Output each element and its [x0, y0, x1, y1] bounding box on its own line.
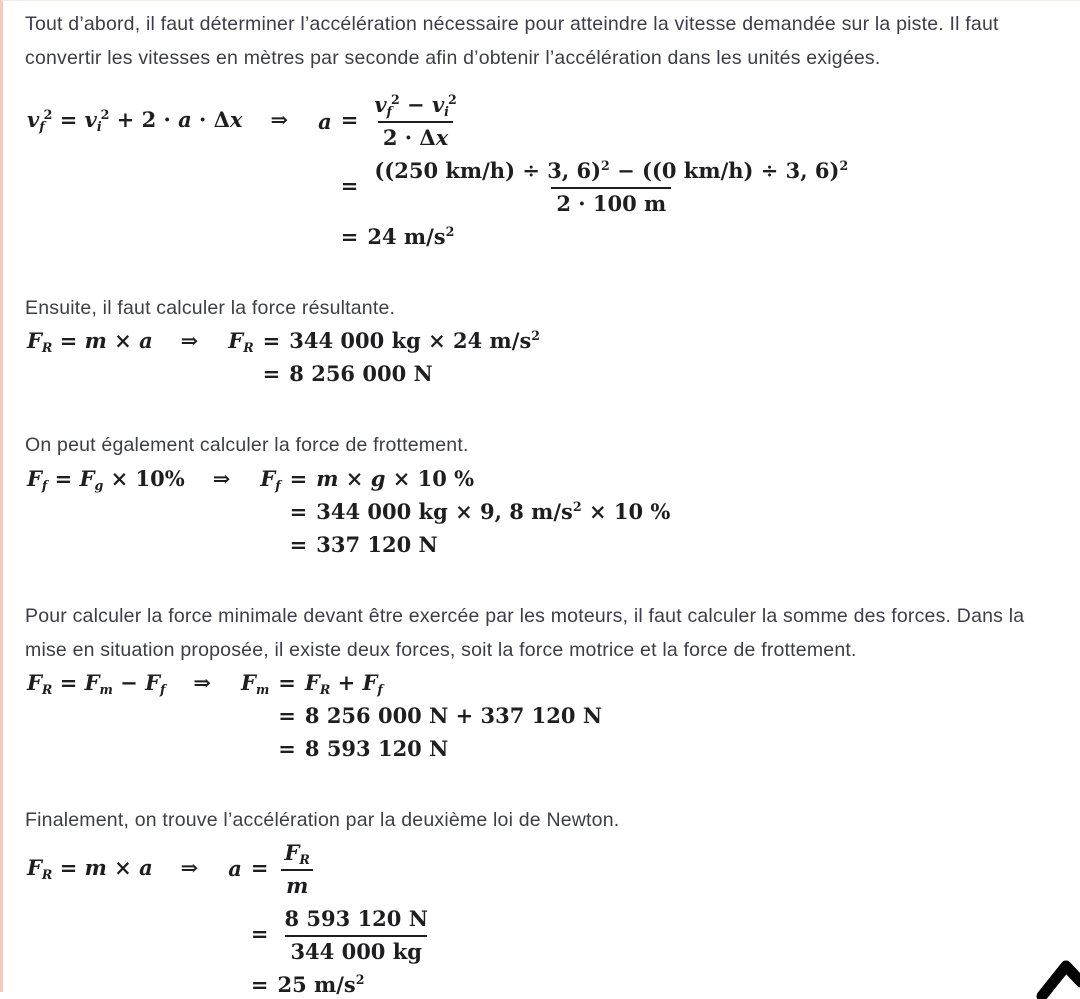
math-text: × 10 % — [582, 499, 671, 524]
math-text: × 10 % — [385, 466, 474, 491]
equation-line — [263, 327, 540, 355]
subscript: g — [94, 477, 103, 492]
superscript: 2 — [573, 499, 582, 514]
implies-arrow-icon: ⇒ — [181, 327, 199, 355]
paragraph-intro-paragraph: Tout d’abord, il faut déterminer l’accélération nécessaire pour atteindre la vitesse demandée sur la piste. Il faut convertir les vitesses en mètres par seconde afin d’obtenir l’accélération dans les unités exigées. — [25, 7, 1050, 75]
equals-sign: = — [278, 703, 296, 728]
equation-head — [228, 855, 242, 883]
math-text: = — [47, 466, 79, 491]
subscript: f — [160, 682, 165, 697]
equals-sign: = — [251, 972, 269, 997]
subscript: i — [444, 104, 449, 119]
equation-lhs — [27, 327, 153, 355]
implies-arrow-icon: ⇒ — [193, 669, 211, 697]
math-variable: a — [318, 109, 332, 134]
math-text: 2 · Δ — [383, 125, 436, 150]
math-text: 344 000 kg × 24 m/s — [289, 328, 531, 353]
math-variable: F — [241, 670, 256, 695]
equals-sign: = — [251, 921, 269, 946]
equation-line — [278, 702, 602, 730]
math-text: 344 000 kg — [290, 939, 422, 964]
superscript: 2 — [601, 158, 610, 173]
superscript: 2 — [356, 972, 365, 987]
math-text: × 10% — [103, 466, 184, 491]
math-text: = — [52, 855, 84, 880]
fraction-numerator — [280, 839, 315, 869]
equals-sign: = — [341, 107, 359, 132]
math-variable: F — [228, 328, 243, 353]
implies-arrow-icon: ⇒ — [271, 106, 289, 134]
superscript: 2 — [446, 224, 455, 239]
paragraph-sum-of-forces-paragraph: Pour calculer la force minimale devant être exercée par les moteurs, il faut calculer la somme des forces. Dans la mise en situation proposée, il existe deux forces, soit la force motrice et la force de frottement. — [25, 599, 1050, 667]
math-text: = — [52, 670, 84, 695]
subscript: R — [42, 682, 52, 697]
equals-sign: = — [341, 173, 359, 198]
math-variable: v — [374, 92, 386, 117]
fraction-numerator — [280, 905, 433, 935]
fraction-numerator — [369, 157, 853, 187]
equals-sign: = — [278, 670, 296, 695]
subscript: m — [256, 682, 269, 697]
math-variable: a — [228, 856, 242, 881]
equation-rhs — [228, 327, 540, 388]
math-variable: F — [363, 670, 378, 695]
equation-lhs — [27, 669, 165, 697]
implies-arrow-icon: ⇒ — [213, 465, 231, 493]
equation-lhs — [27, 465, 185, 493]
equals-sign: = — [278, 736, 296, 761]
math-text: × — [107, 328, 139, 353]
math-text: + 2 · — [109, 107, 178, 132]
math-text: 337 120 N — [316, 532, 438, 557]
equation-block-friction-force — [27, 465, 1050, 559]
subscript: R — [320, 682, 330, 697]
subscript: R — [42, 867, 52, 882]
equation-line — [341, 157, 855, 218]
paragraph-friction-force-paragraph: On peut également calculer la force de frottement. — [25, 428, 1050, 462]
equation-lhs — [27, 854, 153, 882]
math-variable: v — [432, 92, 444, 117]
math-variable: F — [27, 328, 42, 353]
math-variable: a — [178, 107, 192, 132]
math-variable: F — [27, 466, 42, 491]
math-variable: F — [27, 670, 42, 695]
equation-line — [290, 498, 671, 526]
superscript: 2 — [391, 92, 400, 107]
equation-block-resultant-force — [27, 327, 1050, 388]
equation-rhs — [318, 91, 855, 251]
math-text: 24 m/s — [367, 224, 445, 249]
math-variable: F — [285, 840, 300, 865]
math-text: 8 256 000 N — [289, 361, 432, 386]
math-variable: F — [305, 670, 320, 695]
implies-arrow-icon: ⇒ — [181, 854, 199, 882]
fraction-numerator — [369, 91, 461, 121]
superscript: 2 — [44, 107, 53, 122]
superscript: 2 — [448, 92, 457, 107]
subscript: f — [39, 119, 44, 134]
subscript: m — [100, 682, 113, 697]
fraction-denominator — [378, 121, 453, 152]
math-text: · Δ — [192, 107, 230, 132]
math-variable: a — [139, 328, 153, 353]
paragraph-newton-second-law-paragraph: Finalement, on trouve l’accélération par la deuxième loi de Newton. — [25, 803, 1050, 837]
equation-line — [341, 91, 855, 152]
math-variable: g — [371, 466, 386, 491]
paragraph-resultant-force-paragraph: Ensuite, il faut calculer la force résultante. — [25, 291, 1050, 325]
equation-block-newton-second-law — [27, 839, 1050, 999]
math-variable: F — [80, 466, 95, 491]
subscript: f — [42, 477, 47, 492]
subscript: f — [377, 682, 382, 697]
subscript: R — [243, 340, 253, 355]
fraction — [369, 91, 461, 152]
solution-content — [25, 7, 1050, 999]
equals-sign: = — [263, 361, 281, 386]
equation-rhs — [228, 839, 435, 999]
equation-line — [263, 360, 540, 388]
fraction-denominator — [285, 935, 427, 966]
math-text: = — [52, 107, 84, 132]
subscript: f — [275, 477, 280, 492]
math-text: 2 · 100 m — [556, 191, 666, 216]
math-text: × — [107, 855, 139, 880]
fraction — [280, 839, 315, 900]
equation-line — [251, 971, 435, 999]
fraction — [369, 157, 853, 218]
superscript: 2 — [101, 107, 110, 122]
equation-lhs — [27, 106, 243, 134]
math-variable: F — [85, 670, 100, 695]
math-text: ((250 km/h) ÷ 3, 6) — [374, 158, 601, 183]
math-text: = — [52, 328, 84, 353]
math-text: − — [610, 158, 642, 183]
math-variable: a — [139, 855, 153, 880]
math-variable: x — [230, 107, 243, 132]
math-text: 8 256 000 N + 337 120 N — [305, 703, 602, 728]
math-variable: F — [260, 466, 275, 491]
math-text: − — [113, 670, 145, 695]
math-text: + — [330, 670, 362, 695]
equation-line — [251, 905, 435, 966]
math-variable: m — [85, 328, 107, 353]
equals-sign: = — [263, 328, 281, 353]
equation-line — [278, 669, 602, 697]
subscript: f — [387, 104, 392, 119]
superscript: 2 — [531, 329, 540, 344]
equation-line — [251, 839, 435, 900]
equals-sign: = — [290, 499, 308, 524]
equation-block-motor-force — [27, 669, 1050, 763]
math-variable: m — [85, 855, 107, 880]
equals-sign: = — [290, 466, 308, 491]
math-variable: x — [436, 125, 449, 150]
subscript: i — [97, 119, 102, 134]
equation-head — [241, 669, 269, 697]
subscript: R — [42, 340, 52, 355]
math-variable: F — [145, 670, 160, 695]
math-text: × — [339, 466, 371, 491]
math-text: ((0 km/h) ÷ 3, 6) — [642, 158, 839, 183]
math-text: − — [400, 92, 432, 117]
math-text: 25 m/s — [278, 972, 356, 997]
fraction-denominator — [551, 187, 671, 218]
equation-rhs — [241, 669, 602, 763]
math-variable: m — [286, 873, 308, 898]
fraction-denominator — [281, 869, 313, 900]
subscript: R — [299, 852, 309, 867]
equals-sign: = — [251, 855, 269, 880]
superscript: 2 — [839, 158, 848, 173]
fraction — [280, 905, 433, 966]
math-text: 8 593 120 N — [305, 736, 448, 761]
math-variable: v — [27, 107, 39, 132]
equation-line — [290, 531, 671, 559]
math-variable: F — [27, 855, 42, 880]
equation-line — [341, 223, 855, 251]
equals-sign: = — [341, 224, 359, 249]
math-variable: m — [316, 466, 338, 491]
math-text: 344 000 kg × 9, 8 m/s — [316, 499, 573, 524]
equation-head — [260, 465, 280, 493]
equation-block-kinematics-acceleration — [27, 91, 1050, 251]
equation-line — [278, 735, 602, 763]
equation-head — [228, 327, 253, 355]
equals-sign: = — [290, 532, 308, 557]
equation-rhs — [260, 465, 670, 559]
math-variable: v — [85, 107, 97, 132]
equation-head — [318, 108, 332, 136]
math-text: 8 593 120 N — [285, 906, 428, 931]
equation-line — [290, 465, 671, 493]
